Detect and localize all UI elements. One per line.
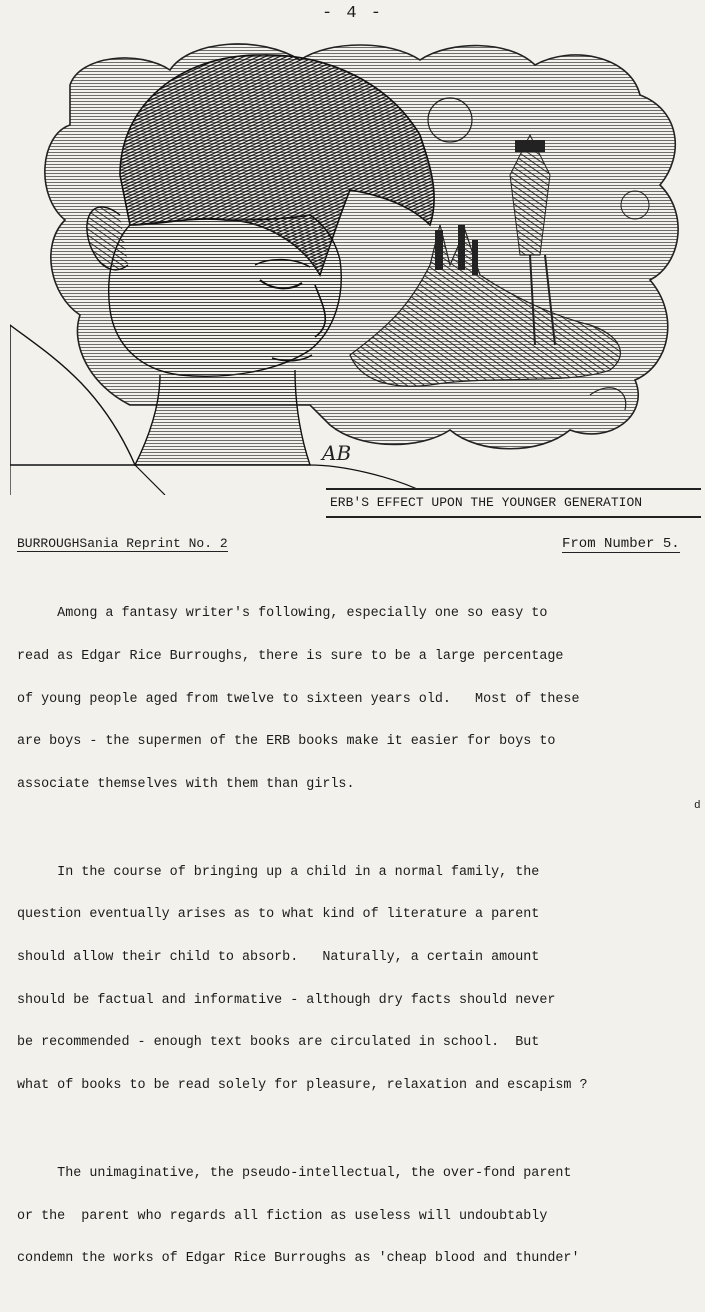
text-line: of young people aged from twelve to sixteen years old. Most of these bbox=[17, 691, 580, 707]
text-line: read as Edgar Rice Burroughs, there is sure to be a large percentage bbox=[17, 649, 564, 665]
page-number: - 4 - bbox=[321, 4, 383, 23]
artist-signature: AB bbox=[322, 441, 352, 465]
source-issue: From Number 5. bbox=[562, 536, 680, 552]
text-line: or the parent who regards all fiction as useless will undoubtably bbox=[17, 1208, 548, 1224]
article-title: ERB'S EFFECT UPON THE YOUNGER GENERATION bbox=[326, 488, 701, 518]
text-line: In the course of bringing up a child in a normal family, the bbox=[17, 864, 540, 880]
reprint-label: BURROUGHSania Reprint No. 2 bbox=[17, 536, 228, 551]
text-line: The unimaginative, the pseudo-intellectual, the over-fond parent bbox=[17, 1165, 572, 1181]
article-body bbox=[17, 579, 701, 1312]
text-line: should allow their child to absorb. Naturally, a certain amount bbox=[17, 950, 540, 966]
paragraph-3 bbox=[17, 1139, 701, 1295]
text-line: associate themselves with them than girls. bbox=[17, 776, 355, 792]
paragraph-2 bbox=[17, 837, 701, 1121]
text-line: Among a fantasy writer's following, especially one so easy to bbox=[17, 606, 548, 622]
text-line: question eventually arises as to what kind of literature a parent bbox=[17, 907, 540, 923]
boy-neck bbox=[135, 370, 310, 465]
illustration bbox=[10, 25, 700, 495]
paragraph-1 bbox=[17, 579, 701, 820]
text-line: are boys - the supermen of the ERB books make it easier for boys to bbox=[17, 734, 556, 750]
text-line: what of books to be read solely for pleasure, relaxation and escapism ? bbox=[17, 1077, 588, 1093]
text-line: condemn the works of Edgar Rice Burroughs as 'cheap blood and thunder' bbox=[17, 1251, 580, 1267]
text-line: should be factual and informative - although dry facts should never bbox=[17, 992, 556, 1008]
text-line: be recommended - enough text books are circulated in school. But bbox=[17, 1035, 540, 1051]
boy-face bbox=[109, 215, 342, 376]
corner-mark: d bbox=[694, 800, 701, 812]
